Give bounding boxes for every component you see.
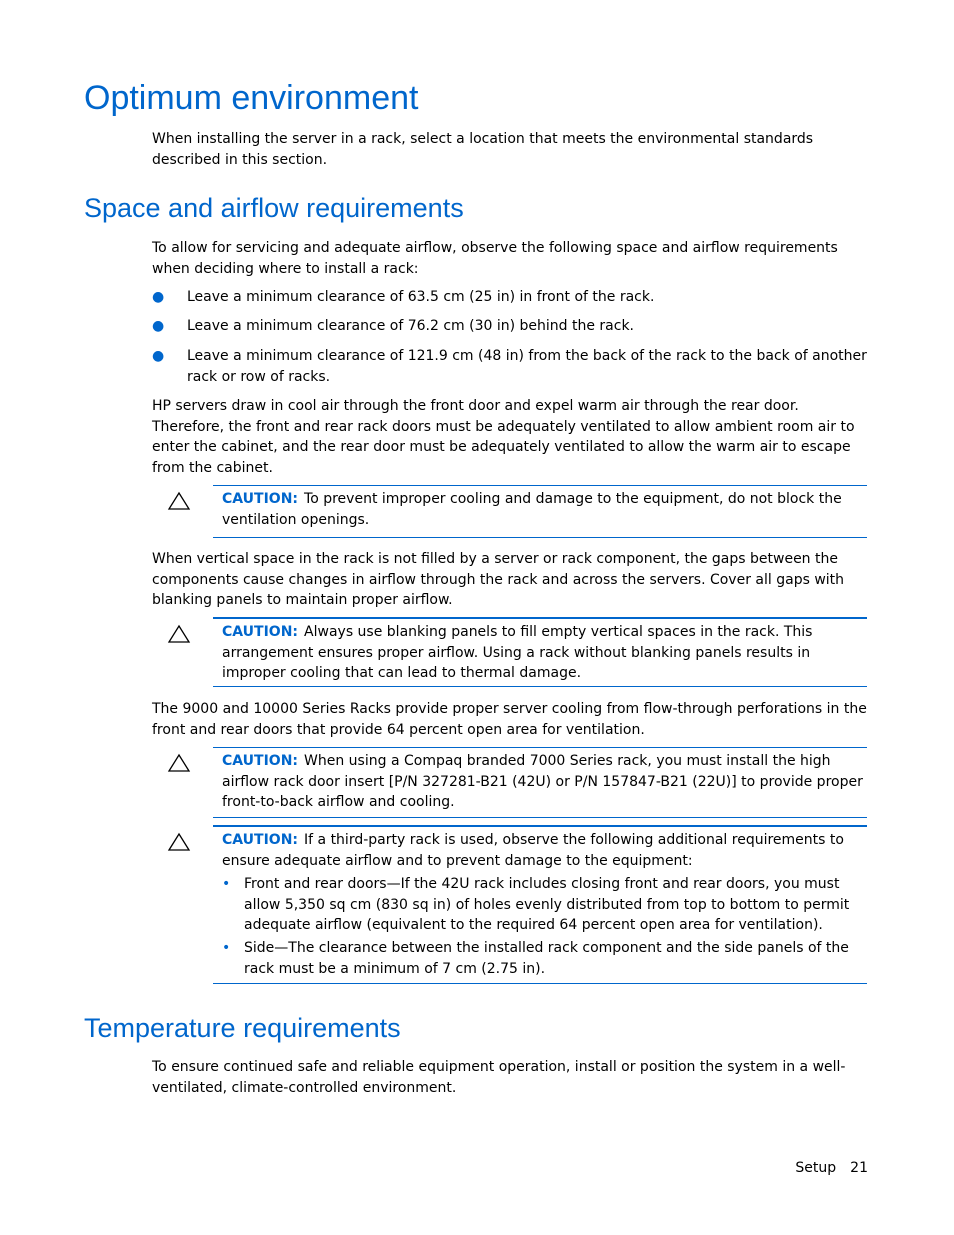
- caution-bottom-rule: [213, 817, 867, 818]
- list-item: Leave a minimum clearance of 121.9 cm (48 in) from the back of the rack to the back of another rack or row of racks.: [187, 348, 867, 385]
- warning-triangle-icon: [167, 753, 191, 773]
- warning-triangle-icon: [167, 832, 191, 852]
- caution-label: CAUTION:: [222, 753, 299, 769]
- sub-list-item: Side—The clearance between the installed rack component and the side panels of the rack must be a minimum of 7 cm (2.75 in).: [244, 940, 849, 977]
- footer-section: Setup: [795, 1160, 837, 1176]
- caution-top-rule: [213, 485, 867, 486]
- sub-bullet-marker: •: [222, 876, 231, 892]
- caution-top-rule: [213, 617, 867, 619]
- caution-text: If a third-party rack is used, observe the following additional requirements to ensure adequate airflow and to prevent damage to the equipment:: [222, 832, 844, 869]
- page-footer: [795, 1158, 868, 1178]
- caution-third-party-rack: [222, 830, 864, 871]
- caution-top-rule: [213, 825, 867, 827]
- sub-list-item: Front and rear doors—If the 42U rack includes closing front and rear doors, you must allow 5,350 sq cm (830 sq in) of holes evenly distributed from top to bottom to permit adequate airflow (equivalent to the required 64 percent open area for ventilation).: [244, 876, 850, 934]
- caution-label: CAUTION:: [222, 491, 299, 507]
- caution-text: Always use blanking panels to fill empty vertical spaces in the rack. This arrangement ensures proper airflow. Using a rack without blanking panels results in improper cooling that can lead to thermal damage.: [222, 624, 813, 682]
- caution-text: When using a Compaq branded 7000 Series rack, you must install the high airflow rack door insert [P/N 327281-B21 (42U) or P/N 157847-B21 (22U)] to provide proper front-to-back airflow and cooling.: [222, 753, 863, 811]
- space-intro-paragraph: To allow for servicing and adequate airflow, observe the following space and airflow requirements when deciding where to install a rack:: [152, 240, 838, 277]
- page-number: 21: [850, 1160, 868, 1176]
- intro-paragraph: When installing the server in a rack, select a location that meets the environmental standards described in this section.: [152, 131, 814, 168]
- caution-bottom-rule: [213, 537, 867, 538]
- sub-bullet-marker: •: [222, 940, 231, 956]
- caution-label: CAUTION:: [222, 832, 299, 848]
- bullet-marker: ●: [152, 289, 165, 305]
- caution-ventilation: [222, 489, 864, 530]
- caution-top-rule: [213, 747, 867, 748]
- temperature-paragraph: To ensure continued safe and reliable equipment operation, install or position the system in a well-ventilated, climate-controlled environment.: [152, 1059, 846, 1096]
- caution-bottom-rule: [213, 686, 867, 687]
- bullet-marker: ●: [152, 318, 165, 334]
- space-airflow-heading: Space and airflow requirements: [84, 193, 464, 223]
- caution-label: CAUTION:: [222, 624, 299, 640]
- warning-triangle-icon: [167, 624, 191, 644]
- caution-compaq-rack: [222, 751, 864, 813]
- list-item: Leave a minimum clearance of 76.2 cm (30 in) behind the rack.: [187, 318, 635, 334]
- caution-blanking-panels: [222, 622, 864, 684]
- bullet-marker: ●: [152, 348, 165, 364]
- caution-bottom-rule: [213, 983, 867, 984]
- temperature-heading: Temperature requirements: [84, 1013, 401, 1043]
- warning-triangle-icon: [167, 491, 191, 511]
- series-racks-paragraph: The 9000 and 10000 Series Racks provide proper server cooling from flow-through perforations in the front and rear doors that provide 64 percent open area for ventilation.: [152, 701, 867, 738]
- caution-text: To prevent improper cooling and damage to the equipment, do not block the ventilation openings.: [222, 491, 842, 528]
- hp-servers-paragraph: HP servers draw in cool air through the front door and expel warm air through the rear door. Therefore, the front and rear rack doors must be adequately ventilated to allow ambient room air to enter the cabinet, and the rear door must be adequately ventilated to allow the warm air to escape from the cabinet.: [152, 398, 855, 476]
- vertical-space-paragraph: When vertical space in the rack is not filled by a server or rack component, the gaps between the components cause changes in airflow through the rack and across the servers. Cover all gaps with blanking panels to maintain proper airflow.: [152, 551, 845, 609]
- page-title: Optimum environment: [84, 79, 419, 117]
- list-item: Leave a minimum clearance of 63.5 cm (25 in) in front of the rack.: [187, 289, 655, 305]
